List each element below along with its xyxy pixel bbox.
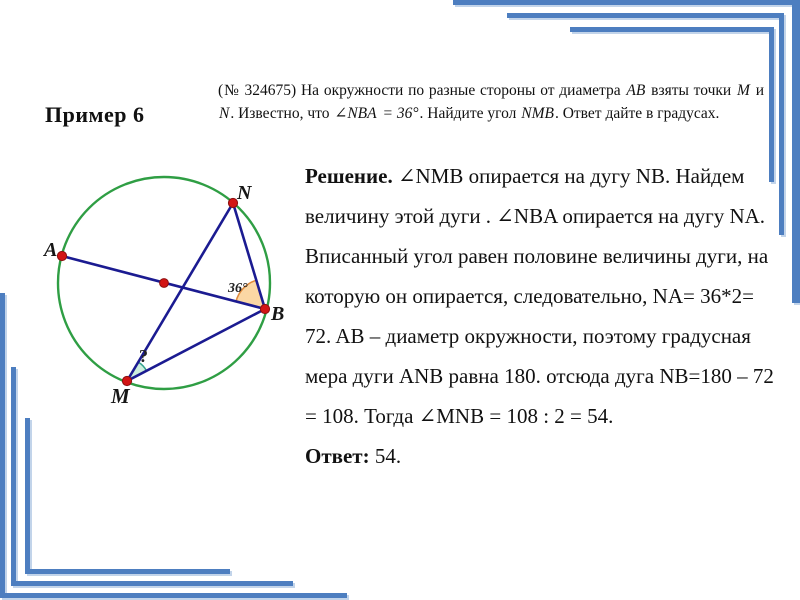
- center-dot: [160, 279, 169, 288]
- angle-m-question-label: ?: [139, 346, 148, 366]
- decor-line-top-right-middle-v: [779, 13, 784, 235]
- slide-title: Пример 6: [45, 102, 145, 127]
- answer-line: [305, 436, 777, 476]
- point-n-label: N: [237, 182, 252, 204]
- decor-line-bottom-left-inner-v: [25, 418, 30, 574]
- point-a-label: A: [44, 239, 58, 261]
- problem-text: (№ 324675) На окружности по разные стороны от диаметра AB взяты точки M и N. Известно, что ∠NBA = 36°. Найдите угол NMB. Ответ дайте в градусах.: [218, 82, 764, 122]
- point-a-dot: [57, 251, 66, 260]
- angle-b-value-label: 36°: [228, 281, 248, 296]
- point-b-dot: [260, 304, 269, 313]
- decor-line-bottom-left-inner-h: [25, 569, 230, 574]
- point-b-label: B: [271, 303, 285, 325]
- answer-value: 54.: [369, 444, 402, 468]
- decor-line-bottom-left-outer-h: [0, 593, 347, 598]
- decor-line-bottom-left-middle-v: [11, 367, 16, 586]
- decor-line-bottom-left-middle-h: [11, 581, 293, 586]
- solution-block: [305, 156, 777, 476]
- decor-line-top-right-inner-h: [570, 27, 774, 32]
- decor-line-bottom-left-outer-v: [0, 293, 5, 598]
- solution-body: ∠NMB опирается на дугу NB. Найдем величину этой дуги . ∠NBA опирается на дугу NA. Вписанный угол равен половине величины дуги, на которую он опирается, следовательно, NA= 36*2= 72. AB – диаметр окружности, поэтому градусная мера дуги ANB равна 180. отсюда дуга NB=180 – 72 = 108. Тогда ∠MNB = 108 : 2 = 54.: [305, 164, 774, 428]
- decor-line-top-right-outer-h: [453, 0, 800, 5]
- solution-lead: Решение.: [305, 164, 393, 188]
- point-m-label: M: [111, 384, 130, 408]
- decor-line-top-right-outer-v: [792, 0, 800, 303]
- solution-paragraph: [305, 156, 777, 436]
- answer-label: Ответ:: [305, 444, 370, 468]
- circle-diagram: [40, 165, 292, 413]
- decor-line-top-right-middle-h: [507, 13, 784, 18]
